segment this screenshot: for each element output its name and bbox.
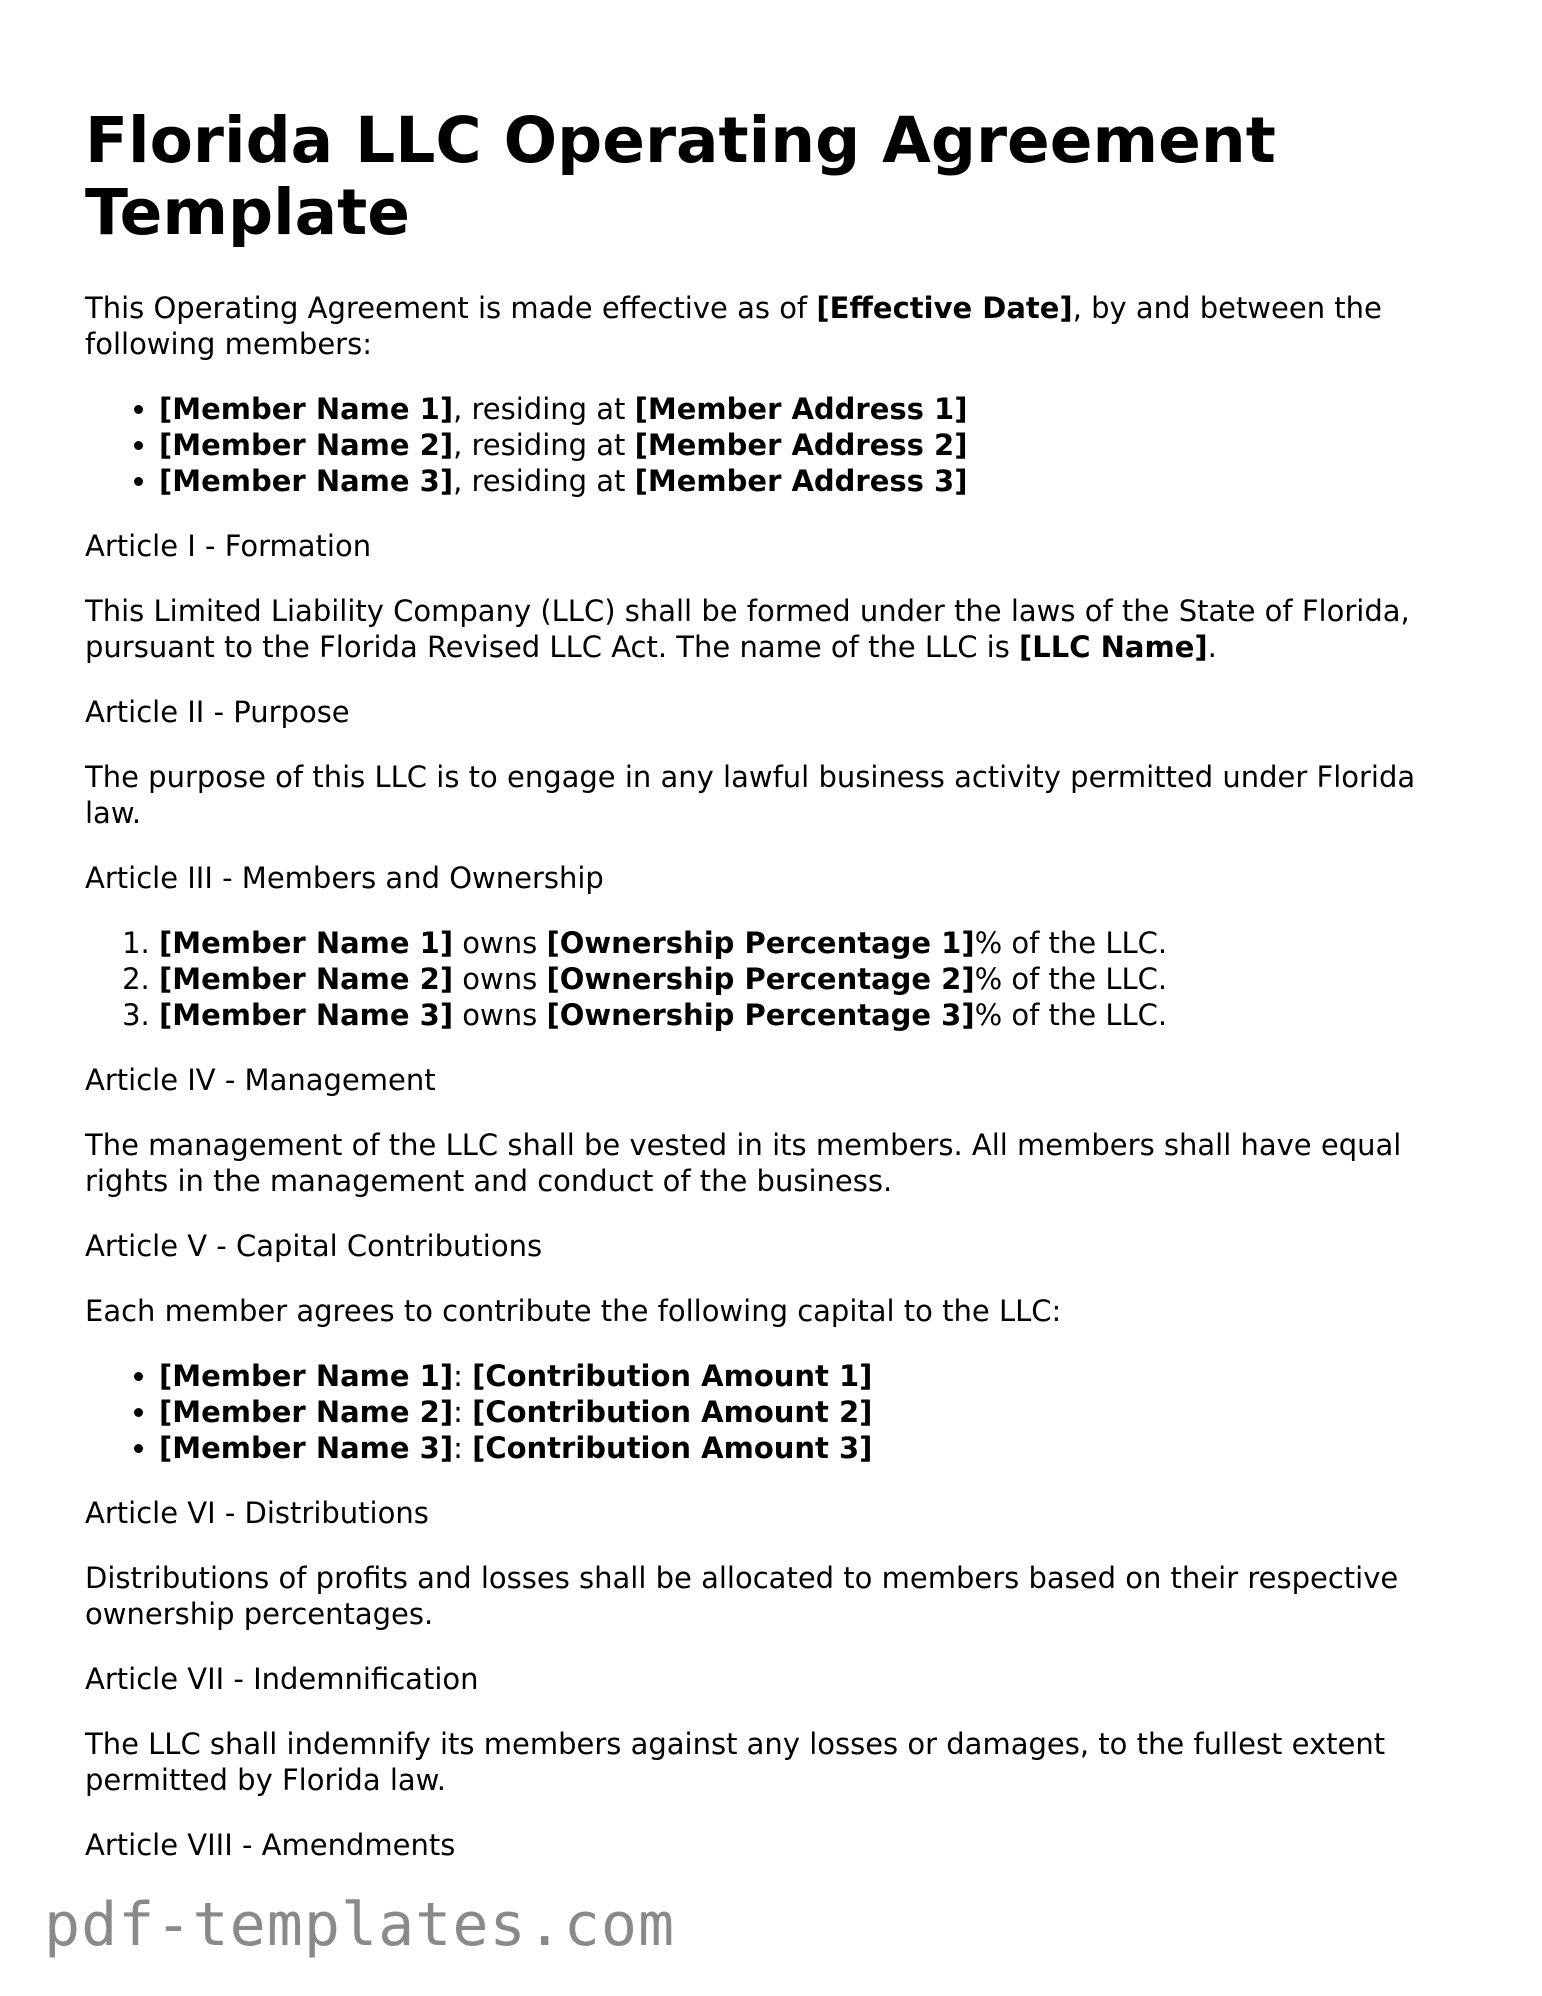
list-item-text: % of the LLC. xyxy=(974,926,1168,960)
list-item-text: owns xyxy=(453,926,547,960)
article-1-text-post: . xyxy=(1207,630,1217,664)
article-4-text: The management of the LLC shall be vested in its members. All members shall have equal rights in the management and conduct of the business. xyxy=(85,1128,1402,1198)
watermark: pdf-templates.com xyxy=(44,1890,676,1960)
list-item-text: % of the LLC. xyxy=(974,962,1168,996)
member-name: [Member Name 1] xyxy=(159,1359,454,1393)
list-item-text: , residing at xyxy=(453,464,635,498)
article-7-heading: Article VII - Indemnification xyxy=(85,1662,479,1696)
contribution-amount: [Contribution Amount 2] xyxy=(472,1395,873,1429)
member-address: [Member Address 1] xyxy=(634,392,968,426)
llc-name-placeholder: [LLC Name] xyxy=(1019,630,1208,664)
list-item-text: : xyxy=(453,1359,473,1393)
effective-date-placeholder: [Effective Date] xyxy=(816,291,1073,325)
list-item-text: : xyxy=(453,1395,473,1429)
contribution-amount: [Contribution Amount 3] xyxy=(472,1431,873,1465)
list-item xyxy=(159,1430,1465,1466)
ownership-percentage: [Ownership Percentage 1] xyxy=(546,926,975,960)
list-item-text: owns xyxy=(453,962,547,996)
article-5-text: Each member agrees to contribute the following capital to the LLC: xyxy=(85,1294,1062,1328)
ownership-percentage: [Ownership Percentage 2] xyxy=(546,962,975,996)
intro-paragraph xyxy=(85,290,1465,362)
list-item xyxy=(159,961,1465,997)
list-item xyxy=(159,1394,1465,1430)
members-list xyxy=(85,391,1465,499)
ownership-percentage: [Ownership Percentage 3] xyxy=(546,998,975,1032)
list-item-text: , residing at xyxy=(453,428,635,462)
intro-pre: This Operating Agreement is made effective as of xyxy=(85,291,817,325)
member-name: [Member Name 3] xyxy=(159,464,454,498)
list-item-text: , residing at xyxy=(453,392,635,426)
member-address: [Member Address 2] xyxy=(634,428,968,462)
list-item-text: owns xyxy=(453,998,547,1032)
list-item-text: % of the LLC. xyxy=(974,998,1168,1032)
article-2-heading: Article II - Purpose xyxy=(85,695,350,729)
article-1-heading: Article I - Formation xyxy=(85,529,372,563)
ownership-list xyxy=(85,925,1465,1033)
list-item xyxy=(159,925,1465,961)
article-6-text: Distributions of profits and losses shall be allocated to members based on their respective ownership percentages. xyxy=(85,1561,1399,1631)
article-8-heading: Article VIII - Amendments xyxy=(85,1828,456,1862)
member-name: [Member Name 1] xyxy=(159,392,454,426)
article-6-heading: Article VI - Distributions xyxy=(85,1496,429,1530)
page-title: Florida LLC Operating Agreement Template xyxy=(85,104,1276,249)
member-name: [Member Name 3] xyxy=(159,1431,454,1465)
article-4-heading: Article IV - Management xyxy=(85,1063,436,1097)
member-name: [Member Name 2] xyxy=(159,428,454,462)
article-5-heading: Article V - Capital Contributions xyxy=(85,1229,543,1263)
contribution-amount: [Contribution Amount 1] xyxy=(472,1359,873,1393)
list-item xyxy=(159,427,1465,463)
article-3-heading: Article III - Members and Ownership xyxy=(85,861,604,895)
member-address: [Member Address 3] xyxy=(634,464,968,498)
intro-post: , by and between the following members: xyxy=(85,291,1382,361)
member-name: [Member Name 1] xyxy=(159,926,454,960)
article-2-text: The purpose of this LLC is to engage in any lawful business activity permitted under Florida law. xyxy=(85,760,1416,830)
document-page xyxy=(85,105,1465,1892)
member-name: [Member Name 3] xyxy=(159,998,454,1032)
list-item xyxy=(159,463,1465,499)
list-item xyxy=(159,997,1465,1033)
member-name: [Member Name 2] xyxy=(159,962,454,996)
member-name: [Member Name 2] xyxy=(159,1395,454,1429)
list-item xyxy=(159,391,1465,427)
article-7-text: The LLC shall indemnify its members against any losses or damages, to the fullest extent permitted by Florida law. xyxy=(85,1727,1386,1797)
list-item xyxy=(159,1358,1465,1394)
article-1-text-pre: This Limited Liability Company (LLC) shall be formed under the laws of the State of Florida, pursuant to the Florida Revised LLC Act. The name of the LLC is xyxy=(85,594,1410,664)
contributions-list xyxy=(85,1358,1465,1466)
article-1-text xyxy=(85,593,1465,665)
list-item-text: : xyxy=(453,1431,473,1465)
